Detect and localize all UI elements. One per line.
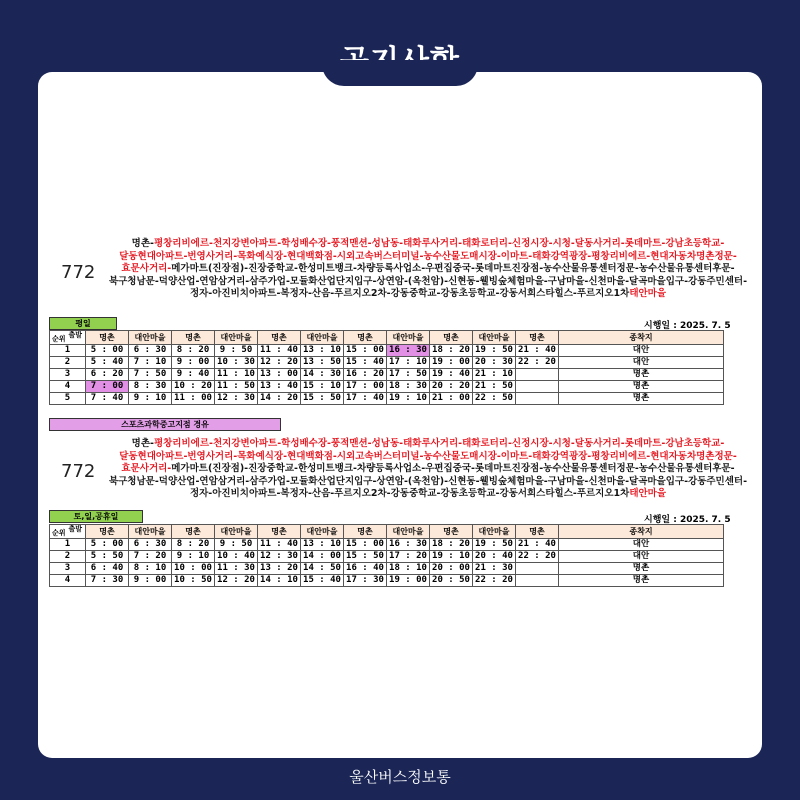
- time-cell: 6 : 30: [129, 345, 172, 357]
- destination-cell: 명촌: [559, 563, 724, 575]
- table-row: [50, 345, 724, 357]
- column-header: 대안마을: [301, 525, 344, 539]
- time-cell: 5 : 00: [86, 539, 129, 551]
- time-cell: 19 : 10: [387, 393, 430, 405]
- time-cell: 6 : 20: [86, 369, 129, 381]
- row-number: 1: [50, 345, 86, 357]
- time-cell: 10 : 30: [215, 357, 258, 369]
- time-cell: 19 : 00: [430, 357, 473, 369]
- time-cell: 16 : 40: [344, 563, 387, 575]
- time-cell: 9 : 00: [129, 575, 172, 587]
- column-header: 명촌: [430, 525, 473, 539]
- column-header: 명촌: [516, 525, 559, 539]
- column-header: 명촌: [516, 331, 559, 345]
- time-cell: 15 : 40: [344, 357, 387, 369]
- column-header: 대안마을: [301, 331, 344, 345]
- time-cell: 20 : 20: [430, 381, 473, 393]
- time-cell: 6 : 30: [129, 539, 172, 551]
- title-notch: [322, 60, 478, 86]
- time-cell: 20 : 00: [430, 563, 473, 575]
- destination-cell: 명촌: [559, 575, 724, 587]
- time-cell: 7 : 20: [129, 551, 172, 563]
- effective-date: 시행일 : 2025. 7. 5: [644, 321, 731, 331]
- destination-cell: 명촌: [559, 393, 724, 405]
- time-cell: 22 : 20: [473, 575, 516, 587]
- time-cell: 15 : 50: [301, 393, 344, 405]
- notice-panel: [38, 72, 762, 758]
- time-cell: 19 : 10: [430, 551, 473, 563]
- time-cell: 13 : 10: [301, 345, 344, 357]
- effective-date-weekend: 시행일 : 2025. 7. 5: [644, 515, 731, 525]
- time-cell: 5 : 40: [86, 357, 129, 369]
- time-cell: 13 : 50: [301, 357, 344, 369]
- time-cell: 11 : 40: [258, 345, 301, 357]
- time-cell: 15 : 00: [344, 539, 387, 551]
- time-cell: [516, 381, 559, 393]
- time-cell: 5 : 50: [86, 551, 129, 563]
- time-cell: 11 : 00: [172, 393, 215, 405]
- time-cell: 13 : 00: [258, 369, 301, 381]
- row-number: 4: [50, 381, 86, 393]
- time-cell: 19 : 00: [387, 575, 430, 587]
- column-header: 대안마을: [473, 331, 516, 345]
- table-row: [50, 381, 724, 393]
- column-header: 대안마을: [387, 525, 430, 539]
- column-header: 명촌: [172, 331, 215, 345]
- time-cell: 18 : 10: [387, 563, 430, 575]
- time-cell: 16 : 20: [344, 369, 387, 381]
- time-cell: 14 : 10: [258, 575, 301, 587]
- time-cell: 10 : 20: [172, 381, 215, 393]
- row-number: 2: [50, 551, 86, 563]
- route-desc-segment: 명촌-: [131, 238, 154, 249]
- route-description: [100, 238, 756, 301]
- column-header: 대안마을: [387, 331, 430, 345]
- table-row: [50, 357, 724, 369]
- time-cell: 19 : 40: [430, 369, 473, 381]
- destination-cell: 대안: [559, 539, 724, 551]
- time-cell: 11 : 30: [215, 563, 258, 575]
- time-cell: 9 : 50: [215, 345, 258, 357]
- table-row: [50, 551, 724, 563]
- time-cell: [516, 393, 559, 405]
- table-corner-header: [50, 525, 86, 539]
- time-cell: 15 : 40: [301, 575, 344, 587]
- column-header: 종착지: [559, 525, 724, 539]
- time-cell: 18 : 20: [430, 539, 473, 551]
- time-cell: 12 : 30: [258, 551, 301, 563]
- time-cell: 22 : 50: [473, 393, 516, 405]
- time-cell: 10 : 00: [172, 563, 215, 575]
- column-header: 대안마을: [129, 331, 172, 345]
- time-cell: [516, 563, 559, 575]
- time-cell: 17 : 20: [387, 551, 430, 563]
- row-number: 3: [50, 369, 86, 381]
- time-cell: 7 : 30: [86, 575, 129, 587]
- weekend-label: 토,일,공휴일: [49, 510, 143, 523]
- time-cell: 9 : 10: [172, 551, 215, 563]
- time-cell: 15 : 00: [344, 345, 387, 357]
- time-cell: 21 : 30: [473, 563, 516, 575]
- time-cell: 10 : 50: [172, 575, 215, 587]
- column-header: 명촌: [344, 525, 387, 539]
- time-cell: 11 : 10: [215, 369, 258, 381]
- time-cell: 22 : 20: [516, 551, 559, 563]
- weekday-note: 스포츠과학중고지점 경유: [49, 418, 281, 431]
- column-header: 명촌: [172, 525, 215, 539]
- table-row: [50, 563, 724, 575]
- time-cell: 17 : 40: [344, 393, 387, 405]
- table-row: [50, 393, 724, 405]
- time-cell: 13 : 20: [258, 563, 301, 575]
- time-cell: 18 : 30: [387, 381, 430, 393]
- time-cell: 8 : 30: [129, 381, 172, 393]
- time-cell: 16 : 30: [387, 539, 430, 551]
- route-desc-segment: 명촌-: [131, 438, 154, 449]
- time-cell: 13 : 10: [301, 539, 344, 551]
- time-cell: 15 : 50: [344, 551, 387, 563]
- time-cell: 14 : 20: [258, 393, 301, 405]
- time-cell: 8 : 20: [172, 539, 215, 551]
- time-cell: 9 : 00: [172, 357, 215, 369]
- time-cell: 22 : 20: [516, 357, 559, 369]
- table-row: [50, 575, 724, 587]
- route-desc-segment: 평창리비에르-천지강변아파트-학성배수장-풍적맨션-성남동-태화루사거리-태화로터리-신정시장-시청-달동사거리-롯데마트-강남초등학교-달동현대아파트-번영사거리-목화예식장-현대백화점-시외고속버스터미널-농수산물도매시장-이마트-태화강역광장-평창리비에르-현대자동차명촌정문-효문사거리-: [119, 238, 737, 274]
- time-cell: 10 : 40: [215, 551, 258, 563]
- column-header: 명촌: [86, 331, 129, 345]
- column-header: 대안마을: [129, 525, 172, 539]
- table-corner-header: [50, 331, 86, 345]
- time-cell: 15 : 10: [301, 381, 344, 393]
- time-cell: 7 : 50: [129, 369, 172, 381]
- time-cell: 11 : 50: [215, 381, 258, 393]
- time-cell: 17 : 10: [387, 357, 430, 369]
- row-number: 3: [50, 563, 86, 575]
- corner-top-label: 출발: [68, 525, 82, 533]
- time-cell: 7 : 40: [86, 393, 129, 405]
- destination-cell: 대안: [559, 551, 724, 563]
- time-cell: 12 : 20: [215, 575, 258, 587]
- route-desc-segment: 메가마트(진장점)-진장중학교-한성미트뱅크-차량등록사업소-우편집중국-롯데마트진장점-농수산물유통센터정문-농수산물유통센터후문-북구청남문-덕양산업-연암삼거리-삼주가업-모듈화산업단지입구-상연암-(옥천암)-신현동-웰빙숲체험마을-구남마을-신천마을-달곡마을입구-강동주민센터-정자-아진비치아파트-복정자-산음-푸르지오2차-강동중학교-강동초등학교-강동서희스타힐스-푸르지오1차: [108, 463, 748, 499]
- time-cell: 20 : 30: [473, 357, 516, 369]
- time-cell: [516, 369, 559, 381]
- time-cell: 16 : 30: [387, 345, 430, 357]
- route-desc-segment: 평창리비에르-천지강변아파트-학성배수장-풍적맨션-성남동-태화루사거리-태화로터리-신정시장-시청-달동사거리-롯데마트-강남초등학교-달동현대아파트-번영사거리-목화예식장-현대백화점-시외고속버스터미널-농수산물도매시장-이마트-태화강역광장-평창리비에르-현대자동차명촌정문-효문사거리-: [119, 438, 737, 474]
- column-header: 대안마을: [215, 525, 258, 539]
- time-cell: 17 : 30: [344, 575, 387, 587]
- time-cell: 20 : 50: [430, 575, 473, 587]
- time-cell: 9 : 50: [215, 539, 258, 551]
- column-header: 대안마을: [473, 525, 516, 539]
- weekday-timetable: [49, 330, 724, 405]
- route-description-weekend: [100, 438, 756, 501]
- time-cell: 12 : 20: [258, 357, 301, 369]
- time-cell: 8 : 10: [129, 563, 172, 575]
- destination-cell: 명촌: [559, 369, 724, 381]
- row-number: 4: [50, 575, 86, 587]
- route-number: 772: [61, 262, 96, 283]
- time-cell: 9 : 10: [129, 393, 172, 405]
- row-number: 2: [50, 357, 86, 369]
- time-cell: 12 : 30: [215, 393, 258, 405]
- column-header: 대안마을: [215, 331, 258, 345]
- time-cell: 21 : 40: [516, 539, 559, 551]
- time-cell: 7 : 00: [86, 381, 129, 393]
- time-cell: 11 : 40: [258, 539, 301, 551]
- time-cell: 17 : 00: [344, 381, 387, 393]
- time-cell: 19 : 50: [473, 539, 516, 551]
- column-header: 명촌: [258, 525, 301, 539]
- route-desc-segment: 메가마트(진장점)-진장중학교-한성미트뱅크-차량등록사업소-우편집중국-롯데마트진장점-농수산물유통센터정문-농수산물유통센터후문-북구청남문-덕양산업-연암삼거리-삼주가업-모듈화산업단지입구-상연암-(옥천암)-신현동-웰빙숲체험마을-구남마을-신천마을-달곡마을입구-강동주민센터-정자-아진비치아파트-복정자-산음-푸르지오2차-강동중학교-강동초등학교-강동서희스타힐스-푸르지오1차: [108, 263, 748, 299]
- time-cell: 14 : 50: [301, 563, 344, 575]
- destination-cell: 대안: [559, 345, 724, 357]
- time-cell: 17 : 50: [387, 369, 430, 381]
- corner-bottom-label: 순위: [52, 529, 66, 537]
- route-number-weekend: 772: [61, 461, 96, 482]
- weekday-label: 평일: [49, 317, 117, 330]
- column-header: 명촌: [86, 525, 129, 539]
- time-cell: 6 : 40: [86, 563, 129, 575]
- time-cell: 7 : 10: [129, 357, 172, 369]
- weekend-timetable: [49, 524, 724, 587]
- route-desc-segment: 태안마을: [629, 488, 667, 499]
- time-cell: 9 : 40: [172, 369, 215, 381]
- table-row: [50, 369, 724, 381]
- time-cell: 18 : 20: [430, 345, 473, 357]
- column-header: 명촌: [258, 331, 301, 345]
- column-header: 명촌: [344, 331, 387, 345]
- row-number: 1: [50, 539, 86, 551]
- time-cell: 5 : 00: [86, 345, 129, 357]
- table-row: [50, 539, 724, 551]
- time-cell: [516, 575, 559, 587]
- time-cell: 14 : 30: [301, 369, 344, 381]
- time-cell: 14 : 00: [301, 551, 344, 563]
- corner-bottom-label: 순위: [52, 335, 66, 343]
- column-header: 명촌: [430, 331, 473, 345]
- time-cell: 19 : 50: [473, 345, 516, 357]
- destination-cell: 명촌: [559, 381, 724, 393]
- destination-cell: 대안: [559, 357, 724, 369]
- route-desc-segment: 태안마을: [629, 288, 667, 299]
- time-cell: 13 : 40: [258, 381, 301, 393]
- time-cell: 21 : 50: [473, 381, 516, 393]
- time-cell: 21 : 00: [430, 393, 473, 405]
- footer-brand: 울산버스정보통: [349, 768, 451, 786]
- time-cell: 20 : 40: [473, 551, 516, 563]
- row-number: 5: [50, 393, 86, 405]
- time-cell: 8 : 20: [172, 345, 215, 357]
- column-header: 종착지: [559, 331, 724, 345]
- corner-top-label: 출발: [68, 331, 82, 339]
- time-cell: 21 : 10: [473, 369, 516, 381]
- time-cell: 21 : 40: [516, 345, 559, 357]
